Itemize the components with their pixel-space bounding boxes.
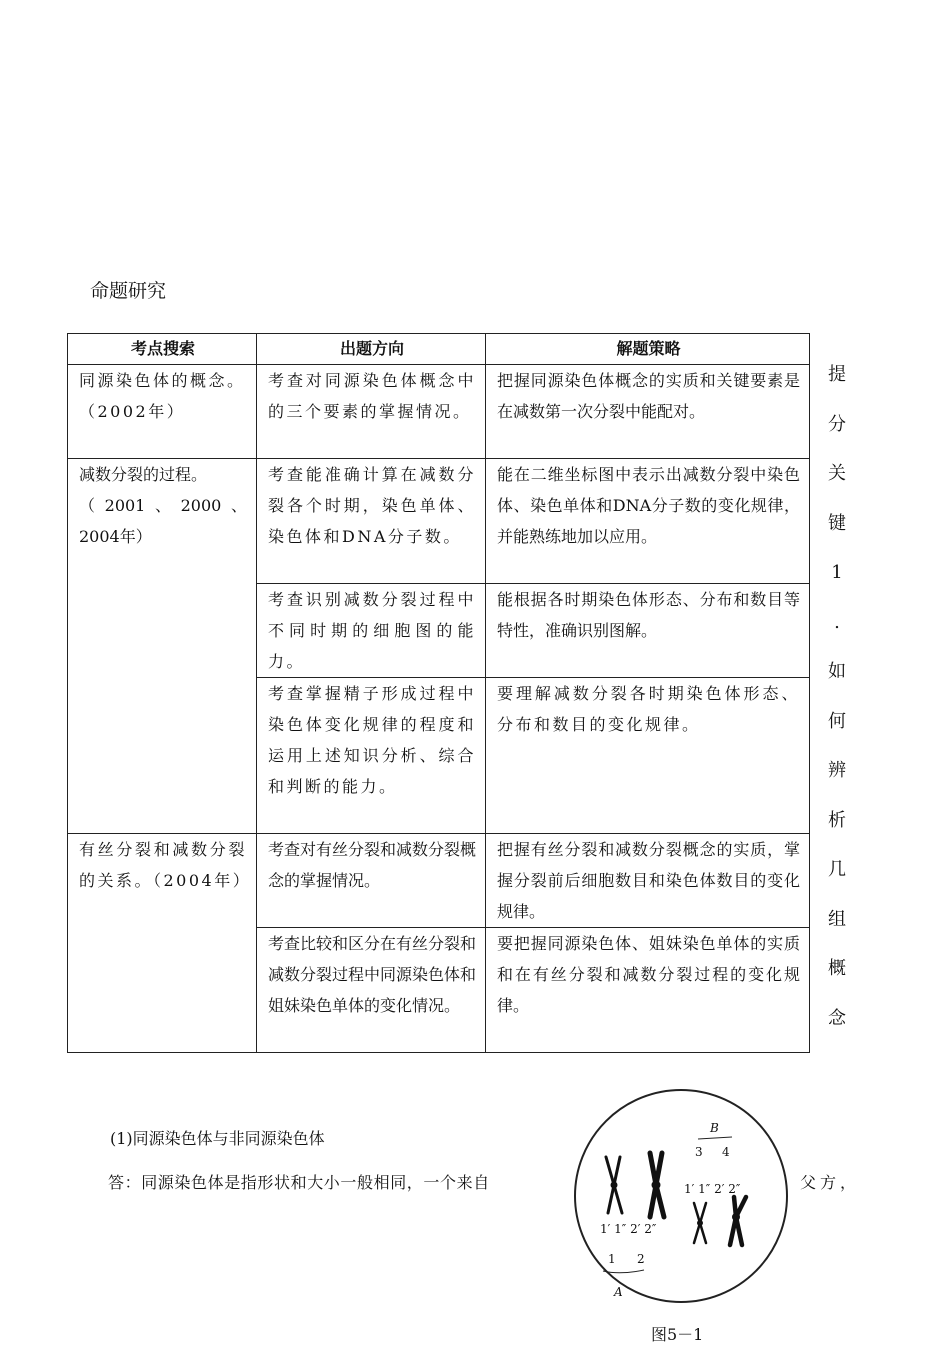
strategy-cell: 要理解减数分裂各时期染色体形态、分布和数目的变化规律。 bbox=[486, 678, 810, 834]
strategy-cell: 能在二维坐标图中表示出减数分裂中染色体、染色单体和DNA分子数的变化规律，并能熟练地加以应用。 bbox=[486, 459, 810, 584]
side-heading-char: 键 bbox=[828, 512, 846, 534]
topic-cell bbox=[68, 365, 257, 459]
label-top-row: 1′ 1″ 2′ 2″ bbox=[684, 1182, 741, 1196]
label-1: 1 bbox=[608, 1252, 616, 1266]
chromosome-figure bbox=[570, 1085, 792, 1307]
chromosome-small-left bbox=[694, 1203, 706, 1243]
side-heading-char: 1 bbox=[831, 562, 843, 583]
answer-paragraph: 答：同源染色体是指形状和大小一般相同，一个来自 bbox=[108, 1173, 490, 1192]
label-3: 3 bbox=[695, 1145, 703, 1159]
bracket-a bbox=[603, 1270, 644, 1273]
bracket-b bbox=[698, 1137, 732, 1139]
label-b: B bbox=[710, 1121, 719, 1135]
paragraph-heading: (1)同源染色体与非同源染色体 bbox=[110, 1129, 325, 1148]
direction-cell: 考查能准确计算在减数分裂各个时期，染色单体、染色体和DNA分子数。 bbox=[257, 459, 486, 584]
label-4: 4 bbox=[722, 1145, 730, 1159]
section-title: 命题研究 bbox=[90, 280, 167, 302]
topic-text: 同源染色体的概念。 bbox=[79, 371, 246, 390]
table-row bbox=[68, 834, 810, 928]
table-header-row bbox=[68, 334, 810, 365]
side-heading-char: . bbox=[834, 611, 840, 633]
side-heading-char: 如 bbox=[828, 661, 846, 682]
topic-cell bbox=[68, 459, 257, 834]
label-2: 2 bbox=[637, 1252, 645, 1266]
topic-year: （2002年） bbox=[79, 402, 186, 421]
side-heading-char: 几 bbox=[828, 859, 846, 880]
side-heading-char: 概 bbox=[828, 958, 846, 979]
research-table bbox=[67, 333, 810, 1053]
strategy-cell: 要把握同源染色体、姐妹染色单体的实质和在有丝分裂和减数分裂过程的变化规律。 bbox=[486, 928, 810, 1053]
side-heading-char: 组 bbox=[828, 908, 846, 930]
table-row bbox=[68, 459, 810, 584]
side-heading-char: 析 bbox=[828, 809, 846, 831]
strategy-cell: 把握同源染色体概念的实质和关键要素是在减数第一次分裂中能配对。 bbox=[486, 365, 810, 459]
side-heading-char: 关 bbox=[828, 463, 846, 484]
strategy-cell: 把握有丝分裂和减数分裂概念的实质，掌握分裂前后细胞数目和染色体数目的变化规律。 bbox=[486, 834, 810, 928]
table-row bbox=[68, 365, 810, 459]
strategy-cell: 能根据各时期染色体形态、分布和数目等特性，准确识别图解。 bbox=[486, 584, 810, 678]
chromosome-small-dark bbox=[730, 1197, 746, 1245]
side-heading-char: 辨 bbox=[828, 760, 846, 781]
cell-outline bbox=[575, 1090, 787, 1302]
direction-cell: 考查比较和区分在有丝分裂和减数分裂过程中同源染色体和姐妹染色单体的变化情况。 bbox=[257, 928, 486, 1053]
answer-paragraph-continued: 父方， bbox=[800, 1173, 861, 1192]
topic-year: （2001、2000、2004年） bbox=[79, 496, 247, 546]
topic-cell: 有丝分裂和减数分裂的关系。（2004年） bbox=[68, 834, 257, 1053]
side-heading-char: 分 bbox=[828, 413, 846, 435]
header-topic: 考点搜索 bbox=[68, 334, 257, 365]
header-strategy: 解题策略 bbox=[486, 334, 810, 365]
side-heading-char: 提 bbox=[828, 364, 846, 385]
direction-cell: 考查对同源染色体概念中的三个要素的掌握情况。 bbox=[257, 365, 486, 459]
chromosome-pair-dark bbox=[650, 1153, 664, 1217]
label-a: A bbox=[614, 1285, 623, 1299]
direction-cell: 考查识别减数分裂过程中不同时期的细胞图的能力。 bbox=[257, 584, 486, 678]
side-heading bbox=[826, 350, 848, 1043]
chromosome-pair-left bbox=[606, 1157, 622, 1213]
figure-caption: 图5－1 bbox=[651, 1325, 704, 1344]
direction-cell: 考查掌握精子形成过程中染色体变化规律的程度和运用上述知识分析、综合和判断的能力。 bbox=[257, 678, 486, 834]
topic-text: 减数分裂的过程。 bbox=[79, 465, 208, 484]
chromosome-diagram bbox=[570, 1085, 792, 1307]
side-heading-char: 何 bbox=[828, 710, 846, 732]
direction-cell: 考查对有丝分裂和减数分裂概念的掌握情况。 bbox=[257, 834, 486, 928]
label-mid-row: 1′ 1″ 2′ 2″ bbox=[600, 1222, 657, 1236]
side-heading-char: 念 bbox=[828, 1007, 846, 1029]
header-direction: 出题方向 bbox=[257, 334, 486, 365]
